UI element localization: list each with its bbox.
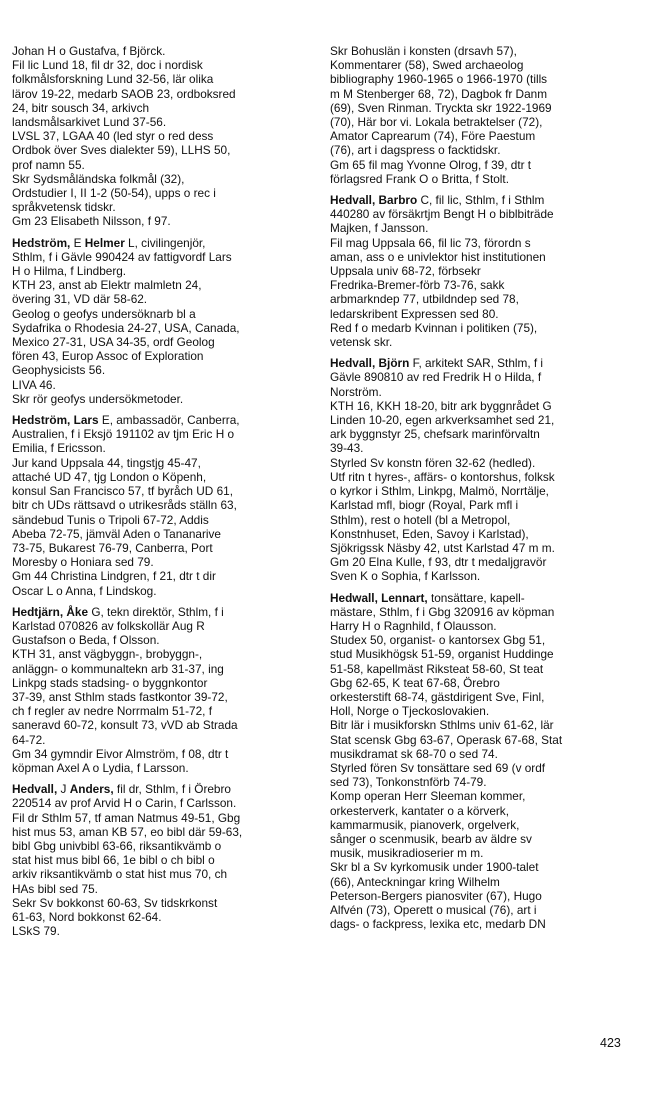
entry-text: Norström. xyxy=(330,384,382,399)
biography-entry-hedtjarn-ake xyxy=(12,605,310,775)
entry-text: Peterson-Bergers pianosviter (67), Hugo xyxy=(330,888,542,903)
entry-line xyxy=(12,307,310,321)
entry-line xyxy=(330,427,634,441)
entry-text: övering 31, VD där 58-62. xyxy=(12,292,148,307)
entry-line xyxy=(12,278,310,292)
entry-line xyxy=(330,307,634,321)
biography-entry-hedstrom-helmer xyxy=(12,236,310,406)
entry-line xyxy=(330,87,634,101)
entry-line xyxy=(12,718,310,732)
entry-text: Gbg 62-65, K teat 67-68, Örebro xyxy=(330,675,500,690)
entry-text: E xyxy=(70,235,85,250)
entry-text: HAs bibl sed 75. xyxy=(12,881,98,896)
biography-entry-hedvall-bjorn xyxy=(330,356,634,583)
entry-line xyxy=(330,441,634,455)
entry-text: KTH 31, anst vägbyggn-, brobyggn-, xyxy=(12,647,203,662)
entry-line xyxy=(12,619,310,633)
biography-entry-hedwall-lennart xyxy=(330,591,634,932)
entry-line xyxy=(330,321,634,335)
entry-line xyxy=(12,378,310,392)
entry-text: 61-63, Nord bokkonst 62-64. xyxy=(12,909,162,924)
entry-text: landsmålsarkivet Lund 37-56. xyxy=(12,115,167,130)
entry-text: Gustafson o Beda, f Olsson. xyxy=(12,633,160,648)
entry-text: Ordbok över Sves dialekter 59), LLHS 50, xyxy=(12,143,231,158)
entry-line xyxy=(12,456,310,470)
entry-text: konsul San Francisco 57, tf byråch UD 61, xyxy=(12,484,233,499)
entry-line xyxy=(330,804,634,818)
entry-line xyxy=(12,363,310,377)
entry-line xyxy=(12,569,310,583)
entry-text: Johan H o Gustafva, f Björck. xyxy=(12,44,166,58)
entry-text: Mexico 27-31, USA 34-35, ordf Geolog xyxy=(12,335,215,350)
entry-line xyxy=(330,541,634,555)
entry-line xyxy=(330,889,634,903)
entry-line xyxy=(330,456,634,470)
entry-text: bibliography 1960-1965 o 1966-1970 (tills xyxy=(330,72,548,87)
entry-line xyxy=(12,867,310,881)
entry-text: Fil mag Uppsala 66, fil lic 73, förordn s xyxy=(330,235,531,250)
entry-name: Hedvall, Barbro xyxy=(330,193,418,208)
entry-line xyxy=(12,647,310,661)
entry-text: sånger o scenmusik, bearb av äldre sv xyxy=(330,831,532,846)
entry-text: 73-75, Bukarest 76-79, Canberra, Port xyxy=(12,540,213,555)
entry-line xyxy=(330,498,634,512)
entry-line xyxy=(12,704,310,718)
entry-line xyxy=(330,676,634,690)
entry-text: Fredrika-Bremer-förb 73-76, sakk xyxy=(330,278,505,293)
entry-text: L, civilingenjör, xyxy=(124,235,206,250)
entry-text: stat hist mus bibl 66, 1e bibl o ch bibl o xyxy=(12,853,215,868)
entry-line xyxy=(330,221,634,235)
entry-line xyxy=(330,115,634,129)
entry-text: Sthlm), rest o hotell (bl a Metropol, xyxy=(330,512,511,527)
entry-line xyxy=(12,143,310,157)
entry-text: stud Musikhögsk 51-59, organist Huddinge xyxy=(330,647,554,662)
entry-text: 51-58, kapellmäst Riksteat 58-60, St teat xyxy=(330,661,544,676)
entry-line xyxy=(12,541,310,555)
entry-text: Sthlm, f i Gävle 990424 av fattigvordf Lars xyxy=(12,249,232,264)
entry-text: Ordstudier I, II 1-2 (50-54), upps o rec i xyxy=(12,186,216,201)
entry-line xyxy=(12,115,310,129)
entry-line xyxy=(12,250,310,264)
entry-text: aman, ass o e univlektor hist institutionen xyxy=(330,249,546,264)
entry-line xyxy=(330,903,634,917)
entry-line xyxy=(12,498,310,512)
entry-line xyxy=(12,811,310,825)
entry-name: Hedström, Lars xyxy=(12,413,99,428)
entry-text: folkmålsforskning Lund 32-56, lär olika xyxy=(12,72,214,87)
entry-text: Sekr Sv bokkonst 60-63, Sv tidskrkonst xyxy=(12,895,218,910)
entry-line xyxy=(330,832,634,846)
entry-line xyxy=(12,513,310,527)
entry-line xyxy=(12,58,310,72)
entry-text: attaché UD 47, tjg London o Köpenh, xyxy=(12,469,207,484)
entry-line xyxy=(330,718,634,732)
entry-line xyxy=(330,733,634,747)
entry-line xyxy=(12,413,310,427)
entry-text: Gm 20 Elna Kulle, f 93, dtr t medaljgravör xyxy=(330,555,547,570)
entry-line xyxy=(12,782,310,796)
entry-line xyxy=(12,605,310,619)
entry-text: Studex 50, organist- o kantorsex Gbg 51, xyxy=(330,633,546,648)
entry-line xyxy=(12,186,310,200)
entry-line xyxy=(12,555,310,569)
entry-text: orkesterverk, kantater o a körverk, xyxy=(330,803,509,818)
entry-line xyxy=(12,349,310,363)
entry-line xyxy=(330,484,634,498)
biography-entry-hedstrom-lars xyxy=(12,413,310,598)
biography-entry-hedvall-anders xyxy=(12,782,310,938)
entry-text: arkiv riksantikvämb o stat hist mus 70, ch xyxy=(12,867,228,882)
entry-text: prof namn 55. xyxy=(12,157,85,172)
entry-line xyxy=(330,860,634,874)
entry-text: C, fil lic, Sthlm, f i Sthlm xyxy=(417,193,545,208)
entry-line xyxy=(330,370,634,384)
entry-line xyxy=(330,236,634,250)
entry-line xyxy=(12,733,310,747)
entry-line xyxy=(12,839,310,853)
entry-line xyxy=(330,662,634,676)
entry-text: Gm 44 Christina Lindgren, f 21, dtr t dir xyxy=(12,569,216,584)
entry-line xyxy=(330,513,634,527)
entry-text: Karlstad mfl, biogr (Royal, Park mfl i xyxy=(330,498,519,513)
entry-text: arbmarkndep 77, utbildndep sed 78, xyxy=(330,292,519,307)
entry-line xyxy=(330,569,634,583)
entry-line xyxy=(330,264,634,278)
entry-text: fören 43, Europ Assoc of Exploration xyxy=(12,349,204,364)
entry-text: (69), Sven Rinman. Tryckta skr 1922-1969 xyxy=(330,100,552,115)
entry-text: (76), art i dagspress o facktidskr. xyxy=(330,143,501,158)
entry-text: (66), Anteckningar kring Wilhelm xyxy=(330,874,500,889)
entry-line xyxy=(12,896,310,910)
entry-text: Komp operan Herr Sleeman kommer, xyxy=(330,789,526,804)
entry-text: Moresby o Honiara sed 79. xyxy=(12,555,154,570)
entry-text: 64-72. xyxy=(12,732,46,747)
entry-text: mästare, Sthlm, f i Gbg 320916 av köpman xyxy=(330,604,555,619)
entry-line xyxy=(12,101,310,115)
entry-text: o kyrkor i Sthlm, Linkpg, Malmö, Norrtälje, xyxy=(330,484,549,499)
entry-name: Hedtjärn, Åke xyxy=(12,604,89,619)
entry-line xyxy=(330,527,634,541)
entry-line xyxy=(330,555,634,569)
entry-line xyxy=(12,747,310,761)
entry-text: Sydafrika o Rhodesia 24-27, USA, Canada, xyxy=(12,320,240,335)
entry-line xyxy=(12,924,310,938)
entry-line xyxy=(330,775,634,789)
entry-text: ark byggnstyr 25, chefsark marinförvaltn xyxy=(330,427,540,442)
entry-name: Hedvall, Björn xyxy=(330,356,410,371)
entry-line xyxy=(330,385,634,399)
entry-text: ch f regler av nedre Norrmalm 51-72, f xyxy=(12,704,212,719)
entry-line xyxy=(330,207,634,221)
entry-text: vetensk skr. xyxy=(330,335,393,350)
entry-text: Fil lic Lund 18, fil dr 32, doc i nordisk xyxy=(12,58,203,73)
entry-text: dags- o fackpress, lexika etc, medarb DN xyxy=(330,917,546,932)
entry-text: språkvetensk tidskr. xyxy=(12,200,116,215)
entry-text: LVSL 37, LGAA 40 (led styr o red dess xyxy=(12,129,214,144)
entry-text: Gm 65 fil mag Yvonne Olrog, f 39, dtr t xyxy=(330,157,532,172)
entry-line xyxy=(330,193,634,207)
entry-text: Amator Caprearum (74), Före Paestum xyxy=(330,129,536,144)
entry-line xyxy=(12,200,310,214)
entry-text: Stat scensk Gbg 63-67, Operask 67-68, Stat xyxy=(330,732,563,747)
entry-line xyxy=(330,470,634,484)
entry-line xyxy=(12,527,310,541)
entry-line xyxy=(330,875,634,889)
entry-line xyxy=(330,747,634,761)
biography-entry-cont-bohuslan xyxy=(330,44,634,186)
right-column xyxy=(330,44,634,938)
entry-text: 220514 av prof Arvid H o Carin, f Carlsson. xyxy=(12,796,237,811)
entry-line xyxy=(12,662,310,676)
entry-line xyxy=(12,264,310,278)
entry-line xyxy=(12,825,310,839)
entry-line xyxy=(330,399,634,413)
entry-line xyxy=(12,236,310,250)
entry-text: Harry H o Ragnhild, f Olausson. xyxy=(330,618,497,633)
entry-text: Holl, Norge o Tjeckoslovakien. xyxy=(330,704,490,719)
entry-text: Skr Bohuslän i konsten (drsavh 57), xyxy=(330,44,517,58)
entry-text: Konstnhuset, Eden, Savoy i Karlstad), xyxy=(330,526,529,541)
entry-text: Skr Sydsmåländska folkmål (32), xyxy=(12,171,185,186)
entry-line xyxy=(330,605,634,619)
entry-line xyxy=(330,101,634,115)
entry-text: Linkpg stads stadsing- o byggnkontor xyxy=(12,675,208,690)
entry-text: Geolog o geofys undersöknarb bl a xyxy=(12,306,196,321)
entry-line xyxy=(330,172,634,186)
entry-text: musikdramat sk 68-70 o sed 74. xyxy=(330,746,498,761)
entry-line xyxy=(330,413,634,427)
entry-text: F, arkitekt SAR, Sthlm, f i xyxy=(409,356,544,371)
entry-text: kammarmusik, pianoverk, orgelverk, xyxy=(330,817,520,832)
entry-text: sed 73), Tonkonstnförb 74-79. xyxy=(330,775,487,790)
entry-text: Jur kand Uppsala 44, tingstjg 45-47, xyxy=(12,455,201,470)
entry-line xyxy=(330,818,634,832)
entry-text: Skr rör geofys undersökmetoder. xyxy=(12,391,184,406)
entry-line xyxy=(12,321,310,335)
entry-line xyxy=(330,58,634,72)
entry-line xyxy=(330,158,634,172)
entry-line xyxy=(12,633,310,647)
entry-text: köpman Axel A o Lydia, f Larsson. xyxy=(12,760,189,775)
biography-entry-hedvall-barbro xyxy=(330,193,634,349)
entry-line xyxy=(330,278,634,292)
entry-line xyxy=(330,647,634,661)
entry-line xyxy=(12,882,310,896)
entry-text: bibl Gbg univbibl 63-66, riksantikvämb o xyxy=(12,838,222,853)
entry-line xyxy=(330,335,634,349)
entry-line xyxy=(330,356,634,370)
entry-text: Bitr lär i musikforskn Sthlms univ 61-62, lär xyxy=(330,718,554,733)
entry-text: H o Hilma, f Lindberg. xyxy=(12,264,127,279)
entry-text: musik, musikradioserier m m. xyxy=(330,846,484,861)
entry-text: E, ambassadör, Canberra, xyxy=(98,413,240,428)
entry-text: Styrled fören Sv tonsättare sed 69 (v ordf xyxy=(330,760,546,775)
entry-line xyxy=(330,250,634,264)
entry-text: hist mus 53, aman KB 57, eo bibl där 59-63, xyxy=(12,824,243,839)
entry-line xyxy=(330,591,634,605)
entry-text: Kommentarer (58), Swed archaeolog xyxy=(330,58,524,73)
entry-text: Geophysicists 56. xyxy=(12,363,106,378)
entry-line xyxy=(12,484,310,498)
entry-text: Utf ritn t hyres-, affärs- o kontorshus, folksk xyxy=(330,469,555,484)
entry-line xyxy=(330,917,634,931)
entry-line xyxy=(330,44,634,58)
entry-text: ledarskribent Expressen sed 80. xyxy=(330,306,499,321)
entry-line xyxy=(12,427,310,441)
entry-line xyxy=(12,910,310,924)
entry-name: Helmer xyxy=(84,235,125,250)
entry-text: fil dr, Sthlm, f i Örebro xyxy=(113,782,231,797)
entry-text: Red f o medarb Kvinnan i politiken (75), xyxy=(330,320,538,335)
entry-name: Hedwall, Lennart, xyxy=(330,590,428,605)
entry-line xyxy=(12,158,310,172)
left-column xyxy=(12,44,310,945)
entry-text: Australien, f i Eksjö 191102 av tjm Eric H o xyxy=(12,427,235,442)
entry-text: tonsättare, kapell- xyxy=(427,590,525,605)
entry-text: 24, bitr sousch 34, arkivch xyxy=(12,100,150,115)
entry-line xyxy=(12,676,310,690)
entry-text: (70), Här bor vi. Lokala betraktelser (72), xyxy=(330,115,543,130)
entry-text: Fil dr Sthlm 57, tf aman Natmus 49-51, Gbg xyxy=(12,810,241,825)
entry-text: Linden 10-20, egen arkverksamhet sed 21, xyxy=(330,413,555,428)
entry-text: Abeba 72-75, jämväl Aden o Tananarive xyxy=(12,526,221,541)
biography-entry-cont-gustafva xyxy=(12,44,310,229)
entry-line xyxy=(12,172,310,186)
entry-line xyxy=(12,853,310,867)
entry-name: Hedström, xyxy=(12,235,71,250)
entry-text: 39-43. xyxy=(330,441,364,456)
entry-line xyxy=(12,690,310,704)
entry-text: Sjökrigssk Näsby 42, utst Karlstad 47 m m. xyxy=(330,540,555,555)
entry-line xyxy=(330,704,634,718)
entry-line xyxy=(330,72,634,86)
entry-text: Gm 34 gymndir Eivor Almström, f 08, dtr t xyxy=(12,746,229,761)
entry-text: G, tekn direktör, Sthlm, f i xyxy=(88,604,224,619)
entry-line xyxy=(12,129,310,143)
entry-text: Karlstad 070826 av folkskollär Aug R xyxy=(12,618,205,633)
entry-text: lärov 19-22, medarb SAOB 23, ordboksred xyxy=(12,86,236,101)
entry-text: 440280 av försäkrtjm Bengt H o biblbiträde xyxy=(330,207,554,222)
entry-text: Emilia, f Ericsson. xyxy=(12,441,106,456)
entry-text: saneravd 60-72, konsult 73, vVD ab Strada xyxy=(12,718,238,733)
entry-line xyxy=(330,129,634,143)
entry-line xyxy=(330,143,634,157)
entry-text: anläggn- o kommunaltekn arb 31-37, ing xyxy=(12,661,224,676)
entry-text: 37-39, anst Sthlm stads fastkontor 39-72, xyxy=(12,689,228,704)
entry-text: Sven K o Sophia, f Karlsson. xyxy=(330,569,481,584)
entry-line xyxy=(12,761,310,775)
entry-text: LSkS 79. xyxy=(12,924,60,939)
entry-line xyxy=(12,214,310,228)
entry-line xyxy=(12,796,310,810)
entry-text: bitr ch UDs rättsavd o utrikesråds ställn 63, xyxy=(12,498,237,513)
entry-line xyxy=(12,441,310,455)
entry-text: Oscar L o Anna, f Lindskog. xyxy=(12,583,157,598)
entry-name: Hedvall, xyxy=(12,782,58,797)
entry-line xyxy=(12,470,310,484)
entry-text: Gm 23 Elisabeth Nilsson, f 97. xyxy=(12,214,171,229)
entry-text: KTH 16, KKH 18-20, bitr ark byggnrådet G xyxy=(330,398,552,413)
entry-text: förlagsred Frank O o Britta, f Stolt. xyxy=(330,171,509,186)
entry-text: Uppsala univ 68-72, förbsekr xyxy=(330,264,481,279)
entry-line xyxy=(12,392,310,406)
entry-text: KTH 23, anst ab Elektr malmletn 24, xyxy=(12,278,202,293)
entry-text: Gävle 890810 av red Fredrik H o Hilda, f xyxy=(330,370,542,385)
entry-line xyxy=(330,619,634,633)
entry-line xyxy=(12,72,310,86)
entry-line xyxy=(330,292,634,306)
entry-line xyxy=(330,846,634,860)
entry-line xyxy=(330,633,634,647)
entry-line xyxy=(330,761,634,775)
entry-line xyxy=(330,690,634,704)
entry-text: sändebud Tunis o Tripoli 67-72, Addis xyxy=(12,512,209,527)
entry-line xyxy=(330,789,634,803)
entry-text: Skr bl a Sv kyrkomusik under 1900-talet xyxy=(330,860,539,875)
entry-name: Anders, xyxy=(69,782,114,797)
entry-line xyxy=(12,87,310,101)
entry-text: Styrled Sv konstn fören 32-62 (hedled). xyxy=(330,455,536,470)
entry-text: Majken, f Jansson. xyxy=(330,221,429,236)
entry-line xyxy=(12,44,310,58)
entry-line xyxy=(12,292,310,306)
entry-line xyxy=(12,584,310,598)
entry-text: Alfvén (73), Operett o musical (76), art i xyxy=(330,902,537,917)
entry-text: m M Stenberger 68, 72), Dagbok fr Danm xyxy=(330,86,548,101)
entry-text: J xyxy=(57,782,70,797)
entry-line xyxy=(12,335,310,349)
page-number: 423 xyxy=(600,1036,621,1050)
entry-text: LIVA 46. xyxy=(12,377,56,392)
entry-text: orkesterstift 68-74, gästdirigent Sve, Finl, xyxy=(330,689,545,704)
